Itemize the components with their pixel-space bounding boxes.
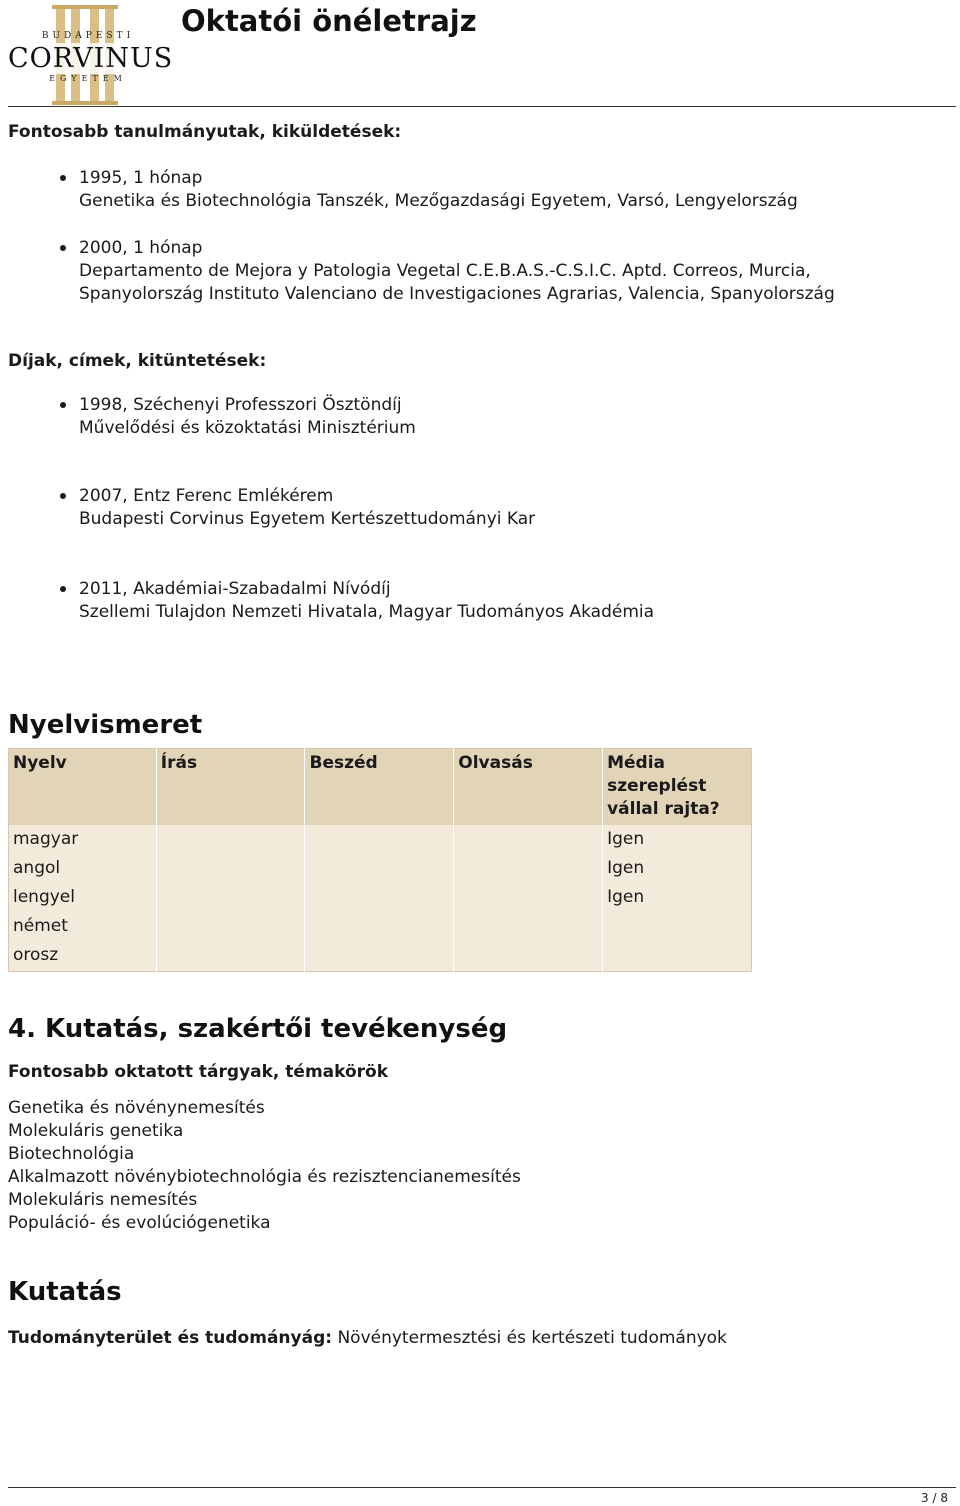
document-title: Oktatói önéletrajz: [181, 4, 477, 38]
list-item: Molekuláris nemesítés: [8, 1190, 198, 1210]
column-header-media: Média szereplést vállal rajta?: [603, 749, 752, 826]
header-divider: [8, 106, 956, 107]
list-item: [8, 394, 952, 440]
logo-brand-text: CORVINUS: [8, 43, 174, 74]
subjects-heading: Fontosabb oktatott tárgyak, témakörök: [8, 1062, 389, 1082]
study-date: 1995, 1 hónap: [79, 168, 203, 188]
list-item: [8, 485, 952, 531]
table-row: [9, 941, 752, 972]
studies-list: [8, 167, 952, 306]
languages-heading: Nyelvismeret: [8, 710, 203, 740]
table-row: [9, 854, 752, 883]
studies-section: [8, 122, 952, 306]
study-place: Departamento de Mejora y Patologia Vegetal C.E.B.A.S.-C.S.I.C. Aptd. Correos, Murcia,: [79, 261, 811, 281]
bullet-icon: [60, 586, 66, 592]
media-cell: Igen: [603, 825, 752, 854]
speaking-cell: [305, 912, 454, 941]
study-date: 2000, 1 hónap: [79, 238, 203, 258]
reading-cell: [454, 883, 603, 912]
media-cell: Igen: [603, 883, 752, 912]
study-place: Genetika és Biotechnológia Tanszék, Mezőgazdasági Egyetem, Varsó, Lengyelország: [79, 191, 798, 211]
language-cell: lengyel: [9, 883, 157, 912]
bullet-icon: [60, 402, 66, 408]
page-header: [0, 0, 960, 108]
study-place-continued: Spanyolország Instituto Valenciano de Investigaciones Agrarias, Valencia, Spanyolország: [79, 284, 835, 304]
research-section: [8, 1014, 952, 1350]
footer-divider: [8, 1487, 956, 1488]
language-cell: német: [9, 912, 157, 941]
studies-heading: Fontosabb tanulmányutak, kiküldetések:: [8, 122, 402, 142]
languages-table: [8, 748, 752, 972]
table-row: [9, 912, 752, 941]
award-issuer: Művelődési és közoktatási Minisztérium: [79, 418, 416, 438]
language-cell: orosz: [9, 941, 157, 972]
logo-bottom-text: EGYETEM: [49, 74, 127, 83]
writing-cell: [156, 912, 305, 941]
list-item: Genetika és növénynemesítés: [8, 1098, 265, 1118]
awards-heading: Díjak, címek, kitüntetések:: [8, 351, 267, 371]
reading-cell: [454, 941, 603, 972]
reading-cell: [454, 854, 603, 883]
research-field-label: Tudományterület és tudományág:: [8, 1328, 333, 1348]
language-cell: angol: [9, 854, 157, 883]
speaking-cell: [305, 883, 454, 912]
kutatas-heading: Kutatás: [8, 1277, 122, 1307]
language-cell: magyar: [9, 825, 157, 854]
list-item: Alkalmazott növénybiotechnológia és rezisztencianemesítés: [8, 1167, 521, 1187]
table-row: [9, 825, 752, 854]
award-issuer: Budapesti Corvinus Egyetem Kertészettudományi Kar: [79, 509, 536, 529]
column-header-speaking: Beszéd: [305, 749, 454, 826]
column-header-language: Nyelv: [9, 749, 157, 826]
media-cell: Igen: [603, 854, 752, 883]
writing-cell: [156, 854, 305, 883]
bullet-icon: [60, 245, 66, 251]
table-row: [9, 883, 752, 912]
list-item: [8, 237, 952, 306]
page-number: 3 / 8: [921, 1491, 948, 1505]
award-title: 2011, Akadémiai-Szabadalmi Nívódíj: [79, 579, 391, 599]
document-body: [8, 108, 952, 1350]
speaking-cell: [305, 854, 454, 883]
reading-cell: [454, 912, 603, 941]
speaking-cell: [305, 941, 454, 972]
reading-cell: [454, 825, 603, 854]
writing-cell: [156, 825, 305, 854]
writing-cell: [156, 883, 305, 912]
awards-list: [8, 394, 952, 624]
list-item: Biotechnológia: [8, 1144, 135, 1164]
corvinus-logo: [8, 5, 174, 105]
research-field-value: Növénytermesztési és kertészeti tudományok: [337, 1328, 727, 1348]
list-item: Molekuláris genetika: [8, 1121, 184, 1141]
writing-cell: [156, 941, 305, 972]
list-item: Populáció- és evolúciógenetika: [8, 1213, 271, 1233]
award-title: 1998, Széchenyi Professzori Ösztöndíj: [79, 395, 402, 415]
media-cell: [603, 912, 752, 941]
subjects-list: [8, 1097, 952, 1235]
list-item: [8, 167, 952, 213]
bullet-icon: [60, 493, 66, 499]
list-item: [8, 578, 952, 624]
bullet-icon: [60, 175, 66, 181]
languages-section: [8, 710, 952, 972]
award-issuer: Szellemi Tulajdon Nemzeti Hivatala, Magyar Tudományos Akadémia: [79, 602, 655, 622]
logo-top-text: BUDAPESTI: [41, 31, 135, 41]
award-title: 2007, Entz Ferenc Emlékérem: [79, 486, 334, 506]
media-cell: [603, 941, 752, 972]
speaking-cell: [305, 825, 454, 854]
table-header-row: [9, 749, 752, 826]
research-heading: 4. Kutatás, szakértői tevékenység: [8, 1014, 508, 1044]
column-header-writing: Írás: [156, 749, 305, 826]
column-header-reading: Olvasás: [454, 749, 603, 826]
awards-section: [8, 351, 952, 624]
research-field: [8, 1327, 952, 1350]
